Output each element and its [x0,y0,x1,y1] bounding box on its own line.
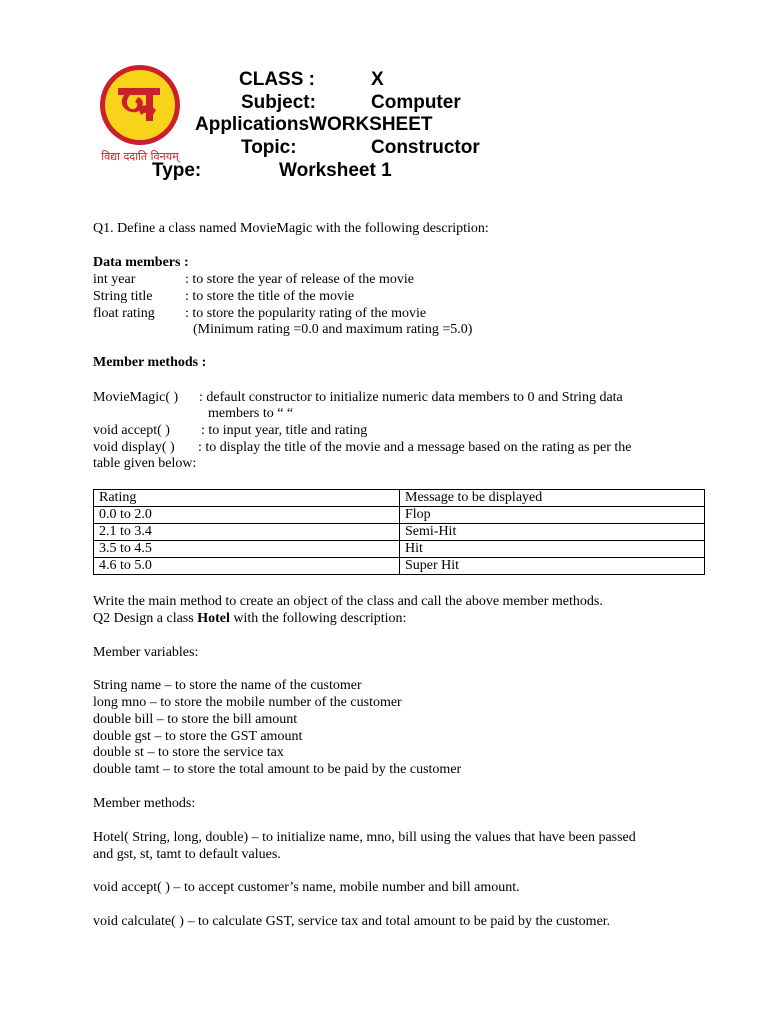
table-cell: 3.5 to 4.5 [94,541,400,558]
constructor-desc-cont: members to “ “ [208,406,294,421]
main-method-instruction: Write the main method to create an object of the class and call the above member methods. [93,594,603,609]
rating-note: (Minimum rating =0.0 and maximum rating =5.0) [193,322,473,337]
subject-continuation: ApplicationsWORKSHEET [195,114,433,135]
display-method-desc: : to display the title of the movie and a message based on the rating as per the [198,440,632,455]
variable-line: long mno – to store the mobile number of the customer [93,695,402,710]
q2-intro-prefix: Q2 Design a class [93,611,198,626]
type-value: Worksheet 1 [279,160,392,181]
member-name: String title [93,289,153,304]
member-methods-heading: Member methods : [93,355,207,370]
subject-label: Subject: [241,92,316,113]
q1-intro: Q1. Define a class named MovieMagic with the following description: [93,221,489,236]
class-value: X [371,69,384,90]
hotel-calculate-method: void calculate( ) – to calculate GST, service tax and total amount to be paid by the customer. [93,914,611,929]
display-method-name: void display( ) [93,440,175,455]
accept-method-name: void accept( ) [93,423,170,438]
display-method-desc-cont: table given below: [93,456,197,471]
table-row [94,558,705,575]
q2-methods-heading: Member methods: [93,796,196,811]
topic-label: Topic: [241,137,297,158]
member-name: float rating [93,306,155,321]
member-desc: : to store the title of the movie [185,289,355,304]
logo-motto: विद्या ददाति विनयम् [101,150,179,163]
table-cell: 0.0 to 2.0 [94,507,400,524]
hotel-constructor-line: Hotel( String, long, double) – to initialize name, mno, bill using the values that have been passed [93,830,636,845]
member-name: int year [93,272,136,287]
variable-line: String name – to store the name of the customer [93,678,362,693]
member-variables-heading: Member variables: [93,645,199,660]
table-header-cell: Message to be displayed [400,490,705,507]
table-header-row [94,490,705,507]
member-desc: : to store the year of release of the movie [185,272,414,287]
table-cell: Flop [400,507,705,524]
topic-value: Constructor [371,137,480,158]
table-cell: Super Hit [400,558,705,575]
hotel-accept-method: void accept( ) – to accept customer’s name, mobile number and bill amount. [93,880,520,895]
variable-line: double bill – to store the bill amount [93,712,298,727]
type-label: Type: [152,160,202,181]
hotel-constructor-line-cont: and gst, st, tamt to default values. [93,847,281,862]
table-header-cell: Rating [94,490,400,507]
table-cell: Hit [400,541,705,558]
table-row [94,507,705,524]
accept-method-desc: : to input year, title and rating [201,423,368,438]
subject-value: Computer [371,92,461,113]
class-label: CLASS : [239,69,315,90]
q2-intro-suffix: with the following description: [229,611,407,626]
school-logo [94,64,186,164]
data-members-heading: Data members : [93,255,189,270]
variable-line: double st – to store the service tax [93,745,284,760]
constructor-name: MovieMagic( ) [93,390,179,405]
rating-table [93,489,705,575]
variable-line: double tamt – to store the total amount to be paid by the customer [93,762,462,777]
table-cell: Semi-Hit [400,524,705,541]
q2-class-name: Hotel [197,611,230,626]
table-row [94,541,705,558]
constructor-desc: : default constructor to initialize numeric data members to 0 and String data [199,390,623,405]
table-cell: 4.6 to 5.0 [94,558,400,575]
table-cell: 2.1 to 3.4 [94,524,400,541]
variable-line: double gst – to store the GST amount [93,729,303,744]
member-desc: : to store the popularity rating of the movie [185,306,427,321]
table-row [94,524,705,541]
q2-intro [93,610,406,627]
